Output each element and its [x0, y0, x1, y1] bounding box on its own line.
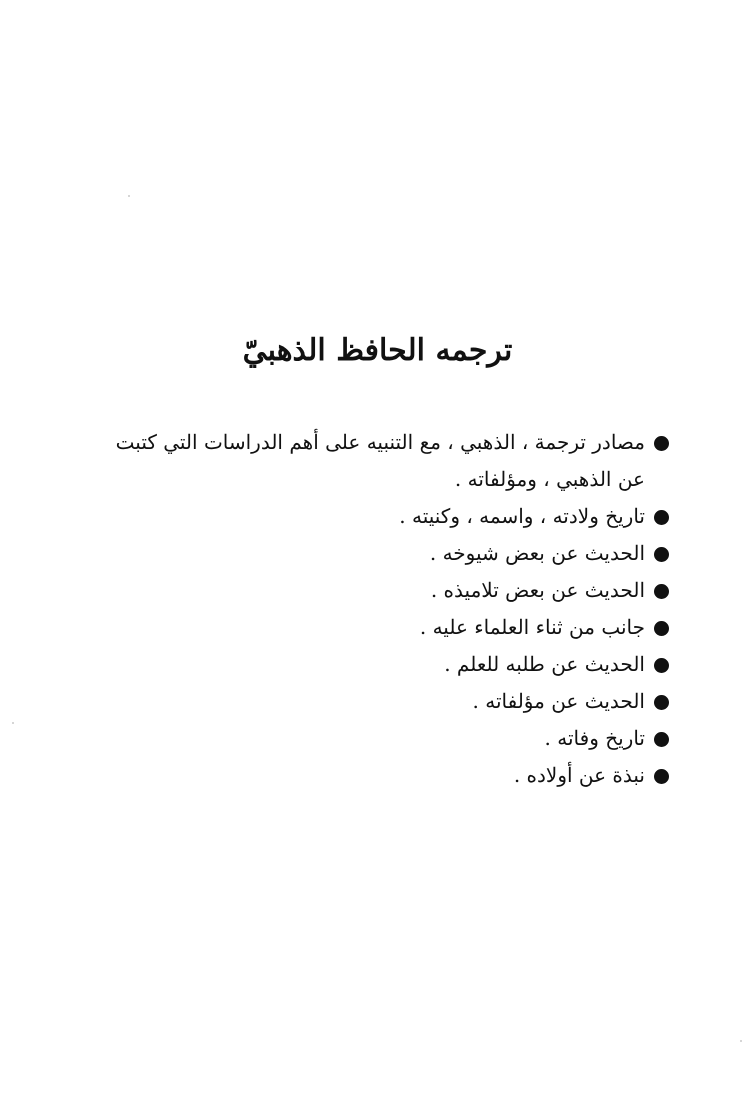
- scan-speck: [740, 1040, 742, 1042]
- list-item-text: الحديث عن بعض شيوخه .: [429, 541, 645, 565]
- scan-speck: [128, 195, 130, 197]
- list-item: [97, 572, 669, 609]
- list-item-text: الحديث عن بعض تلاميذه .: [430, 578, 645, 602]
- list-item: [97, 609, 669, 646]
- bullet-icon: [654, 510, 669, 525]
- bullet-icon: [654, 547, 669, 562]
- list-item: [97, 720, 669, 757]
- list-item-text: تاريخ وفاته .: [544, 726, 645, 750]
- list-item: [97, 424, 669, 498]
- list-item-text: نبذة عن أولاده .: [513, 763, 645, 787]
- list-item-text: جانب من ثناء العلماء عليه .: [419, 615, 645, 639]
- bullet-icon: [654, 658, 669, 673]
- list-item-text: الحديث عن مؤلفاته .: [472, 689, 645, 713]
- bullet-icon: [654, 584, 669, 599]
- list-item: [97, 757, 669, 794]
- bullet-icon: [654, 695, 669, 710]
- list-item-text: مصادر ترجمة ، الذهبي ، مع التنبيه على أهم الدراسات التي كتبت عن الذهبي ، ومؤلفاته .: [115, 430, 645, 491]
- list-item: [97, 498, 669, 535]
- bullet-icon: [654, 436, 669, 451]
- list-item-text: الحديث عن طلبه للعلم .: [444, 652, 645, 676]
- list-item: [97, 683, 669, 720]
- list-item-text: تاريخ ولادته ، واسمه ، وكنيته .: [399, 504, 645, 528]
- bullet-icon: [654, 621, 669, 636]
- list-item: [97, 646, 669, 683]
- list-item: [97, 535, 669, 572]
- topics-list: [97, 424, 669, 794]
- page-title: ترجمه الحافظ الذهبيّ: [242, 333, 513, 368]
- bullet-icon: [654, 732, 669, 747]
- scan-speck: [12, 722, 14, 724]
- bullet-icon: [654, 769, 669, 784]
